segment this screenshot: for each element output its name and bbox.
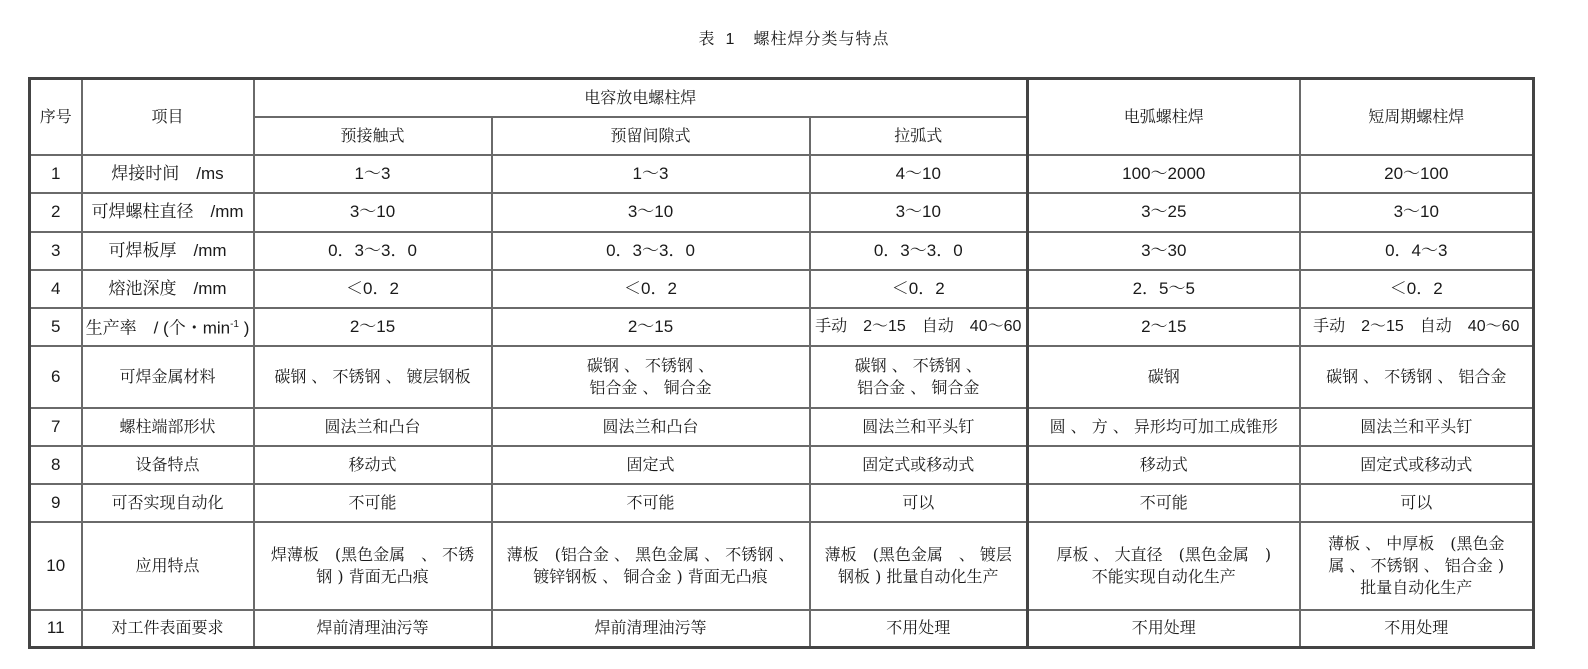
table-row <box>30 446 1534 484</box>
cell: 固定式或移动式 <box>1300 446 1534 484</box>
row-item-sup: -1 <box>230 318 239 330</box>
cell-line: 薄板 、 中厚板 (黑色金 <box>1328 533 1505 553</box>
row-item: 可焊金属材料 <box>82 346 254 408</box>
cell: 2～15 <box>254 308 492 346</box>
cell: 2～15 <box>492 308 810 346</box>
cell-line: 焊薄板 (黑色金属 、 不锈 <box>270 544 475 564</box>
row-number: 8 <box>30 446 82 484</box>
cell: 不可能 <box>1028 484 1300 522</box>
header-sub3: 拉弧式 <box>810 117 1028 155</box>
cell: 碳钢 、 不锈钢 、 镀层钢板 <box>254 346 492 408</box>
cell: 圆法兰和凸台 <box>254 408 492 446</box>
cell: 不用处理 <box>810 610 1028 648</box>
row-item: 焊接时间 /ms <box>82 155 254 193</box>
cell: 20～100 <box>1300 155 1534 193</box>
cell: 2～15 <box>1028 308 1300 346</box>
cell: 不用处理 <box>1028 610 1300 648</box>
cell: 不用处理 <box>1300 610 1534 648</box>
row-number: 10 <box>30 522 82 610</box>
cell <box>1028 522 1300 610</box>
row-item: 可否实现自动化 <box>82 484 254 522</box>
cell: ＜0．2 <box>492 270 810 308</box>
cell-line: 批量自动化生产 <box>1360 577 1473 597</box>
cell: 3～25 <box>1028 193 1300 232</box>
row-number: 3 <box>30 232 82 270</box>
row-number: 4 <box>30 270 82 308</box>
cell-line: 不能实现自动化生产 <box>1091 566 1236 586</box>
cell: 可以 <box>810 484 1028 522</box>
row-number: 5 <box>30 308 82 346</box>
cell: 1～3 <box>254 155 492 193</box>
row-number: 11 <box>30 610 82 648</box>
cell: 焊前清理油污等 <box>492 610 810 648</box>
cell: 可以 <box>1300 484 1534 522</box>
caption-prefix: 表 <box>698 29 716 48</box>
row-item: 可焊螺柱直径 /mm <box>82 193 254 232</box>
cell <box>254 522 492 610</box>
row-item: 设备特点 <box>82 446 254 484</box>
table-row <box>30 484 1534 522</box>
cell: 4～10 <box>810 155 1028 193</box>
cell <box>492 346 810 408</box>
cell: 手动 2～15 自动 40～60 <box>1300 308 1534 346</box>
cell-line: 镀锌钢板 、 铜合金 ) 背面无凸痕 <box>533 566 768 586</box>
cell: 碳钢 <box>1028 346 1300 408</box>
header-capacitor-group: 电容放电螺柱焊 <box>254 79 1028 117</box>
header-short: 短周期螺柱焊 <box>1300 79 1534 155</box>
cell: 固定式或移动式 <box>810 446 1028 484</box>
cell <box>1300 522 1534 610</box>
cell: 3～10 <box>254 193 492 232</box>
table-row <box>30 610 1534 648</box>
cell: 100～2000 <box>1028 155 1300 193</box>
row-item: 螺柱端部形状 <box>82 408 254 446</box>
header-sub2: 预留间隙式 <box>492 117 810 155</box>
cell: 圆法兰和平头钉 <box>810 408 1028 446</box>
cell-line: 碳钢 、 不锈钢 、 <box>854 355 982 375</box>
cell <box>492 522 810 610</box>
cell: 移动式 <box>1028 446 1300 484</box>
cell <box>810 346 1028 408</box>
cell: ＜0．2 <box>254 270 492 308</box>
table-row <box>30 155 1534 193</box>
table-row <box>30 522 1534 610</box>
cell: 移动式 <box>254 446 492 484</box>
stud-welding-table <box>28 77 1535 649</box>
cell: 圆法兰和凸台 <box>492 408 810 446</box>
cell: 手动 2～15 自动 40～60 <box>810 308 1028 346</box>
row-item <box>82 308 254 346</box>
cell-line: 薄板 (黑色金属 、 镀层 <box>824 544 1012 564</box>
row-item: 熔池深度 /mm <box>82 270 254 308</box>
cell: 圆 、 方 、 异形均可加工成锥形 <box>1028 408 1300 446</box>
cell: 焊前清理油污等 <box>254 610 492 648</box>
cell: 3～10 <box>492 193 810 232</box>
cell: 2．5～5 <box>1028 270 1300 308</box>
row-number: 1 <box>30 155 82 193</box>
cell-line: 厚板 、 大直径 (黑色金属 ) <box>1056 544 1272 564</box>
caption-number: 1 <box>725 31 736 48</box>
table-row <box>30 346 1534 408</box>
cell: 3～30 <box>1028 232 1300 270</box>
cell-line: 属 、 不锈钢 、 铝合金 ) <box>1328 555 1505 575</box>
cell: ＜0．2 <box>810 270 1028 308</box>
cell: 不可能 <box>254 484 492 522</box>
cell-line: 铝合金 、 铜合金 <box>857 377 980 397</box>
cell-line: 薄板 (铝合金 、 黑色金属 、 不锈钢 、 <box>506 544 795 564</box>
cell: 固定式 <box>492 446 810 484</box>
row-item: 对工件表面要求 <box>82 610 254 648</box>
header-seq: 序号 <box>30 79 82 155</box>
cell: 1～3 <box>492 155 810 193</box>
cell: 碳钢 、 不锈钢 、 铝合金 <box>1300 346 1534 408</box>
table-row <box>30 270 1534 308</box>
row-item-tail: ) <box>239 318 250 338</box>
row-number: 6 <box>30 346 82 408</box>
row-number: 9 <box>30 484 82 522</box>
cell <box>810 522 1028 610</box>
cell-line: 碳钢 、 不锈钢 、 <box>586 355 715 375</box>
cell: 圆法兰和平头钉 <box>1300 408 1534 446</box>
header-arc: 电弧螺柱焊 <box>1028 79 1300 155</box>
cell-line: 钢板 ) 批量自动化生产 <box>838 566 999 586</box>
cell-line: 钢 ) 背面无凸痕 <box>316 566 429 586</box>
cell: 0．3～3．0 <box>254 232 492 270</box>
cell: 0．4～3 <box>1300 232 1534 270</box>
header-sub1: 预接触式 <box>254 117 492 155</box>
table-row <box>30 193 1534 232</box>
header-row-1 <box>30 79 1534 117</box>
cell: 3～10 <box>1300 193 1534 232</box>
row-number: 7 <box>30 408 82 446</box>
caption-title: 螺柱焊分类与特点 <box>753 29 890 48</box>
cell: 0．3～3．0 <box>810 232 1028 270</box>
header-item: 项目 <box>82 79 254 155</box>
cell-line: 铝合金 、 铜合金 <box>589 377 712 397</box>
row-item-text: 生产率 / (个・min <box>85 318 231 338</box>
table-caption <box>0 26 1588 49</box>
cell: 0．3～3．0 <box>492 232 810 270</box>
row-item: 应用特点 <box>82 522 254 610</box>
row-item: 可焊板厚 /mm <box>82 232 254 270</box>
table-row <box>30 232 1534 270</box>
cell: 不可能 <box>492 484 810 522</box>
table-row <box>30 308 1534 346</box>
row-number: 2 <box>30 193 82 232</box>
table-row <box>30 408 1534 446</box>
cell: 3～10 <box>810 193 1028 232</box>
cell: ＜0．2 <box>1300 270 1534 308</box>
